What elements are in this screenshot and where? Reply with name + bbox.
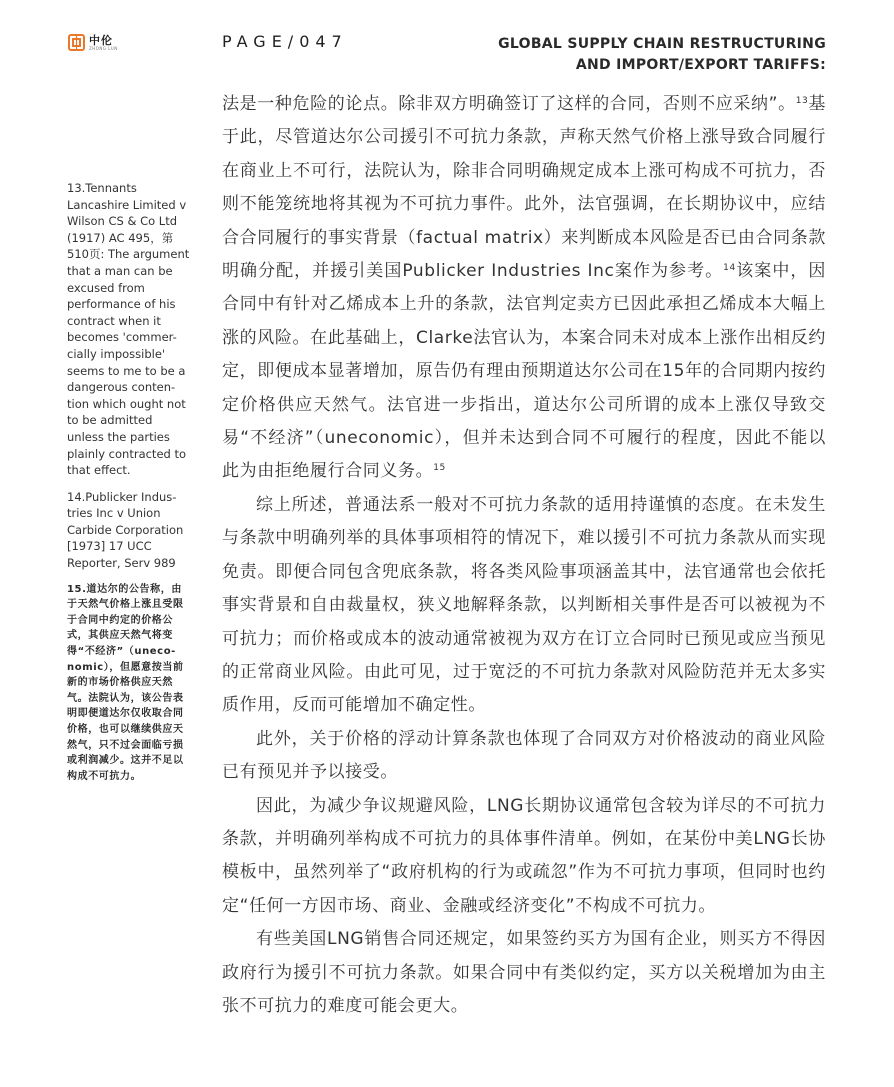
header-title-line2: AND IMPORT/EXPORT TARIFFS: xyxy=(575,57,826,73)
logo-en-text: ZHONG LUN xyxy=(89,45,118,51)
paragraph-1-text-b: 基于此，尽管道达尔公司援引不可抗力条款，声称天然气价格上涨导致合同履行在商业上不可行，法院认为，除非合同明确规定成本上涨可构成不可抗力，否则不能笼统地将其视为不可抗力事件。此外，法官强调，在长期协议中，应结合合同履行的事实背景（factual matrix）来判断成本风险是否已由合同条款明确分配，并援引美国Publicker Industries Inc案作为参考。 xyxy=(222,94,826,282)
paragraph-2: 综上所述，普通法系一般对不可抗力条款的适用持谨慎的态度。在未发生与条款中明确列举的具体事项相符的情况下，难以援引不可抗力条款从而实现免责。即便合同包含兜底条款，将各类风险事项涵盖其中，法官通常也会依托事实背景和自由裁量权，狭义地解释条款，以判断相关事件是否可以被视为不可抗力；而价格或成本的波动通常被视为双方在订立合同时已预见或应当预见的正常商业风险。由此可见，过于宽泛的不可抗力条款对风险防范并无太多实质作用，反而可能增加不确定性。 xyxy=(222,494,826,716)
paragraph-1 xyxy=(222,88,826,489)
paragraph-4: 因此，为减少争议规避风险，LNG长期协议通常包含较为详尽的不可抗力条款，并明确列举构成不可抗力的具体事件清单。例如，在某份中美LNG长协模板中，虽然列举了“政府机构的行为或疏忽”作为不可抗力事项，但同时也约定“任何一方因市场、商业、金融或经济变化”不构成不可抗力。 xyxy=(222,795,826,916)
footnotes-column xyxy=(67,180,192,784)
page-number: PAGE/047 xyxy=(222,32,348,51)
header-title xyxy=(466,34,826,76)
main-body xyxy=(222,88,826,1023)
zhonglun-logo-icon xyxy=(68,34,85,51)
paragraph-1-text-c: 该案中，因合同中有针对乙烯成本上升的条款，法官判定卖方已因此承担乙烯成本大幅上涨的风险。在此基础上，Clarke法官认为，本案合同未对成本上涨作出相反约定，即便成本显著增加，原告仍有理由预期道达尔公司在15年的合同期内按约定价格供应天然气。法官进一步指出，道达尔公司所谓的成本上涨仅导致交易“不经济”（uneconomic），但并未达到合同不可履行的程度，因此不能以此为由拒绝履行合同义务。 xyxy=(222,261,826,482)
footnote-15: 15.道达尔的公告称，由于天然气价格上涨且受限于合同中约定的价格公式，其供应天然气将变得“不经济”（uneco-nomic），但愿意按当前新的市场价格供应天然气。法院认为，该公告表明即便道达尔仅收取合同价格，也可以继续供应天然气，只不过会面临亏损或利润减少。这并不足以构成不可抗力。 xyxy=(67,583,184,782)
paragraph-5: 有些美国LNG销售合同还规定，如果签约买方为国有企业，则买方不得因政府行为援引不可抗力条款。如果合同中有类似约定，买方以关税增加为由主张不可抗力的难度可能会更大。 xyxy=(222,929,826,1016)
paragraph-1-text-a: 法是一种危险的论点。除非双方明确签订了这样的合同，否则不应采纳”。 xyxy=(222,94,796,114)
footnote-ref-15: 15 xyxy=(433,463,446,474)
logo-cn-text: 中伦 xyxy=(89,33,113,47)
header-title-line1: GLOBAL SUPPLY CHAIN RESTRUCTURING xyxy=(498,36,826,52)
footnote-13: 13.Tennants Lancashire Limited v Wilson CS & Co Ltd (1917) AC 495，第510页: The argument that a man can be excused from performance of his contract when it becomes 'commer-cially impossible' seems to me to be a dangerous conten-tion which ought not to be admitted unless the parties plainly contracted to that effect. xyxy=(67,181,190,478)
footnote-ref-13: 13 xyxy=(795,96,809,106)
footnote-14: 14.Publicker Indus-tries Inc v Union Carbide Corporation [1973] 17 UCC Reporter, Serv 989 xyxy=(67,489,184,571)
footnote-ref-14: 14 xyxy=(723,263,736,274)
paragraph-3: 此外，关于价格的浮动计算条款也体现了合同双方对价格波动的商业风险已有预见并予以接受。 xyxy=(222,728,826,783)
logo xyxy=(68,34,118,51)
